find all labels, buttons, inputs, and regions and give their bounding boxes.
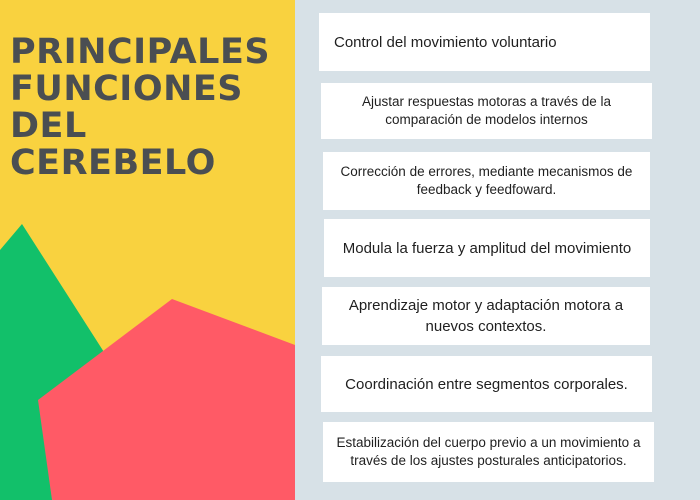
function-card xyxy=(323,422,654,482)
function-card xyxy=(322,287,650,345)
function-text: Estabilización del cuerpo previo a un movimiento a través de los ajustes posturales anticipatorios. xyxy=(336,435,641,468)
function-text: Ajustar respuestas motoras a través de la comparación de modelos internos xyxy=(361,94,612,127)
function-text: Aprendizaje motor y adaptación motora a nuevos contextos. xyxy=(348,297,624,335)
function-card xyxy=(324,219,650,277)
function-card xyxy=(321,83,652,139)
page-title xyxy=(10,34,290,182)
function-card xyxy=(323,152,650,210)
function-text: Corrección de errores, mediante mecanismos de feedback y feedfoward. xyxy=(340,164,633,197)
function-card xyxy=(319,13,650,71)
title-line: CEREBELO xyxy=(10,143,216,183)
title-line: FUNCIONES xyxy=(10,69,243,109)
title-line: DEL xyxy=(10,106,87,146)
function-card xyxy=(321,356,652,412)
title-line: PRINCIPALES xyxy=(10,32,271,72)
function-text: Modula la fuerza y amplitud del movimiento xyxy=(342,239,632,257)
function-text: Control del movimiento voluntario xyxy=(334,33,557,51)
left-panel xyxy=(0,0,295,500)
function-text: Coordinación entre segmentos corporales. xyxy=(345,375,628,393)
